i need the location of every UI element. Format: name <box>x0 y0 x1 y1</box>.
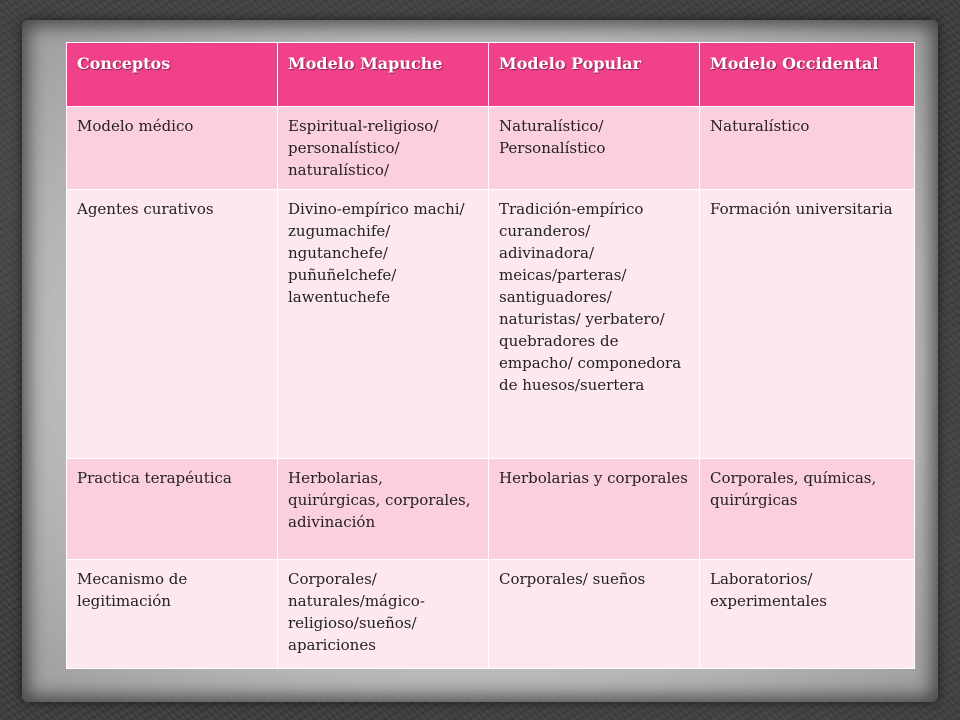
table-cell: Divino-empírico machi/ zugumachife/ ngutanchefe/ puñuñelchefe/ lawentuchefe <box>278 190 489 459</box>
table-header-row <box>67 43 915 107</box>
table-cell: Espiritual-religioso/ personalístico/ naturalístico/ <box>278 107 489 190</box>
table-row-agentes-curativos <box>67 190 915 459</box>
header-modelo-mapuche: Modelo Mapuche <box>278 43 489 107</box>
table-cell: Laboratorios/ experimentales <box>700 560 915 669</box>
header-conceptos: Conceptos <box>67 43 278 107</box>
table-cell: Herbolarias, quirúrgicas, corporales, adivinación <box>278 459 489 560</box>
comparison-table <box>66 42 915 669</box>
header-modelo-occidental: Modelo Occidental <box>700 43 915 107</box>
header-modelo-popular: Modelo Popular <box>489 43 700 107</box>
table-row-modelo-medico <box>67 107 915 190</box>
table-row-practica-terapeutica <box>67 459 915 560</box>
table-cell: Modelo médico <box>67 107 278 190</box>
table-cell: Mecanismo de legitimación <box>67 560 278 669</box>
table-cell: Tradición-empírico curanderos/ adivinadora/ meicas/parteras/ santiguadores/ naturistas/ yerbatero/ quebradores de empacho/ componedora de huesos/suertera <box>489 190 700 459</box>
table-cell: Naturalístico <box>700 107 915 190</box>
table-cell: Agentes curativos <box>67 190 278 459</box>
table-cell: Corporales/ sueños <box>489 560 700 669</box>
table-cell: Corporales, químicas, quirúrgicas <box>700 459 915 560</box>
table-row-mecanismo-legitimacion <box>67 560 915 669</box>
table-cell: Naturalístico/ Personalístico <box>489 107 700 190</box>
table-cell: Herbolarias y corporales <box>489 459 700 560</box>
table-cell: Corporales/ naturales/mágico-religioso/sueños/ apariciones <box>278 560 489 669</box>
table-cell: Practica terapéutica <box>67 459 278 560</box>
table-cell: Formación universitaria <box>700 190 915 459</box>
comparison-table-container <box>66 42 914 669</box>
